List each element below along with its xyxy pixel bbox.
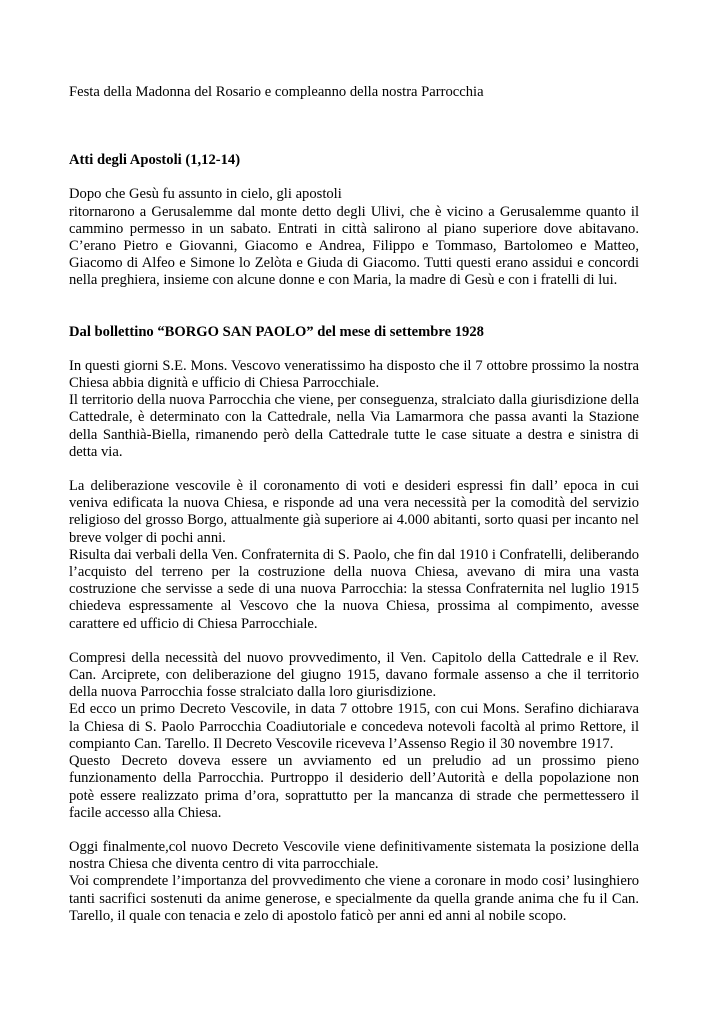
- paragraph: Questo Decreto doveva essere un avviamento ed un preludio ad un prossimo pieno funzionamento della Parrocchia. Purtroppo il desiderio dell’Autorità e della popolazione non potè essere realizzato prima d’ora, soprattutto per la mancanza di strade che permettessero il facile accesso alla Chiesa.: [69, 753, 639, 821]
- section-heading-bollettino: Dal bollettino “BORGO SAN PAOLO” del mese di settembre 1928: [69, 323, 484, 340]
- paragraph: In questi giorni S.E. Mons. Vescovo veneratissimo ha disposto che il 7 ottobre prossimo la nostra Chiesa abbia dignità e ufficio di Chiesa Parrocchiale.: [69, 357, 639, 392]
- spacer: [69, 461, 639, 478]
- paragraph: Il territorio della nuova Parrocchia che viene, per conseguenza, stralciato dalla giurisdizione della Cattedrale, è determinato con la Cattedrale, nella Via Lamarmora che passa avanti la Stazione della Santhià-Biella, rimanendo però della Cattedrale tutte le case situate a destra e sinistra di detta via.: [69, 392, 639, 460]
- spacer: [69, 169, 639, 186]
- document-title: Festa della Madonna del Rosario e compleanno della nostra Parrocchia: [69, 84, 484, 100]
- spacer: [69, 101, 639, 152]
- paragraph: Ed ecco un primo Decreto Vescovile, in data 7 ottobre 1915, con cui Mons. Serafino dichiarava la Chiesa di S. Paolo Parrocchia Coadiutoriale e concedeva notevoli facoltà al primo Rettore, il compianto Can. Tarello. Il Decreto Vescovile riceveva l’Assenso Regio il 30 novembre 1917.: [69, 701, 639, 752]
- section-heading-atti: Atti degli Apostoli (1,12-14): [69, 152, 241, 169]
- reading-first-line: Dopo che Gesù fu assunto in cielo, gli apostoli: [69, 186, 342, 203]
- reading-body: ritornarono a Gerusalemme dal monte detto degli Ulivi, che è vicino a Gerusalemme quanto il cammino permesso in un sabato. Entrati in città salirono al piano superiore dove abitavano. C’erano Pietro e Giovanni, Giacomo e Andrea, Filippo e Tommaso, Bartolomeo e Matteo, Giacomo di Alfeo e Simone lo Zelòta e Giuda di Giacomo. Tutti questi erano assidui e concordi nella preghiera, insieme con alcune donne e con Maria, la madre di Gesù e con i fratelli di lui.: [69, 203, 639, 289]
- spacer: [69, 290, 639, 324]
- spacer: [69, 633, 639, 650]
- spacer: [69, 341, 639, 358]
- document-page: [69, 84, 639, 925]
- paragraph: Oggi finalmente,col nuovo Decreto Vescovile viene definitivamente sistemata la posizione della nostra Chiesa che diventa centro di vita parrocchiale.: [69, 838, 639, 873]
- paragraph: Compresi della necessità del nuovo provvedimento, il Ven. Capitolo della Cattedrale e il Rev. Can. Arciprete, con deliberazione del giugno 1915, davano formale assenso a che il territorio della nuova Parrocchia fosse stralciato dalla loro giurisdizione.: [69, 649, 639, 701]
- paragraph: La deliberazione vescovile è il coronamento di voti e desideri espressi fin dall’ epoca in cui veniva edificata la nuova Chiesa, e risponde ad una vera necessità per la comodità del servizio religioso del grosso Borgo, attualmente già superiore ai 4.000 abitanti, sorto quasi per incanto nel breve volger di pochi anni.: [69, 478, 639, 546]
- paragraph: Voi comprendete l’importanza del provvedimento che viene a coronare in modo cosi’ lusinghiero tanti sacrifici sostenuti da anime generose, e specialmente da quella grande anima che fu il Can. Tarello, il quale con tenacia e zelo di apostolo faticò per anni ed anni al nobile scopo.: [69, 873, 639, 924]
- paragraph: Risulta dai verbali della Ven. Confraternita di S. Paolo, che fin dal 1910 i Confratelli, deliberando l’acquisto del terreno per la costruzione della nuova Chiesa, avevano di mira una vasta costruzione che servisse a sede di una nuova Parrocchia: la stessa Confraternita nel luglio 1915 chiedeva espressamente al Vescovo che la nuova Chiesa, prossima al compimento, avesse carattere ed ufficio di Chiesa Parrocchiale.: [69, 546, 639, 632]
- spacer: [69, 822, 639, 839]
